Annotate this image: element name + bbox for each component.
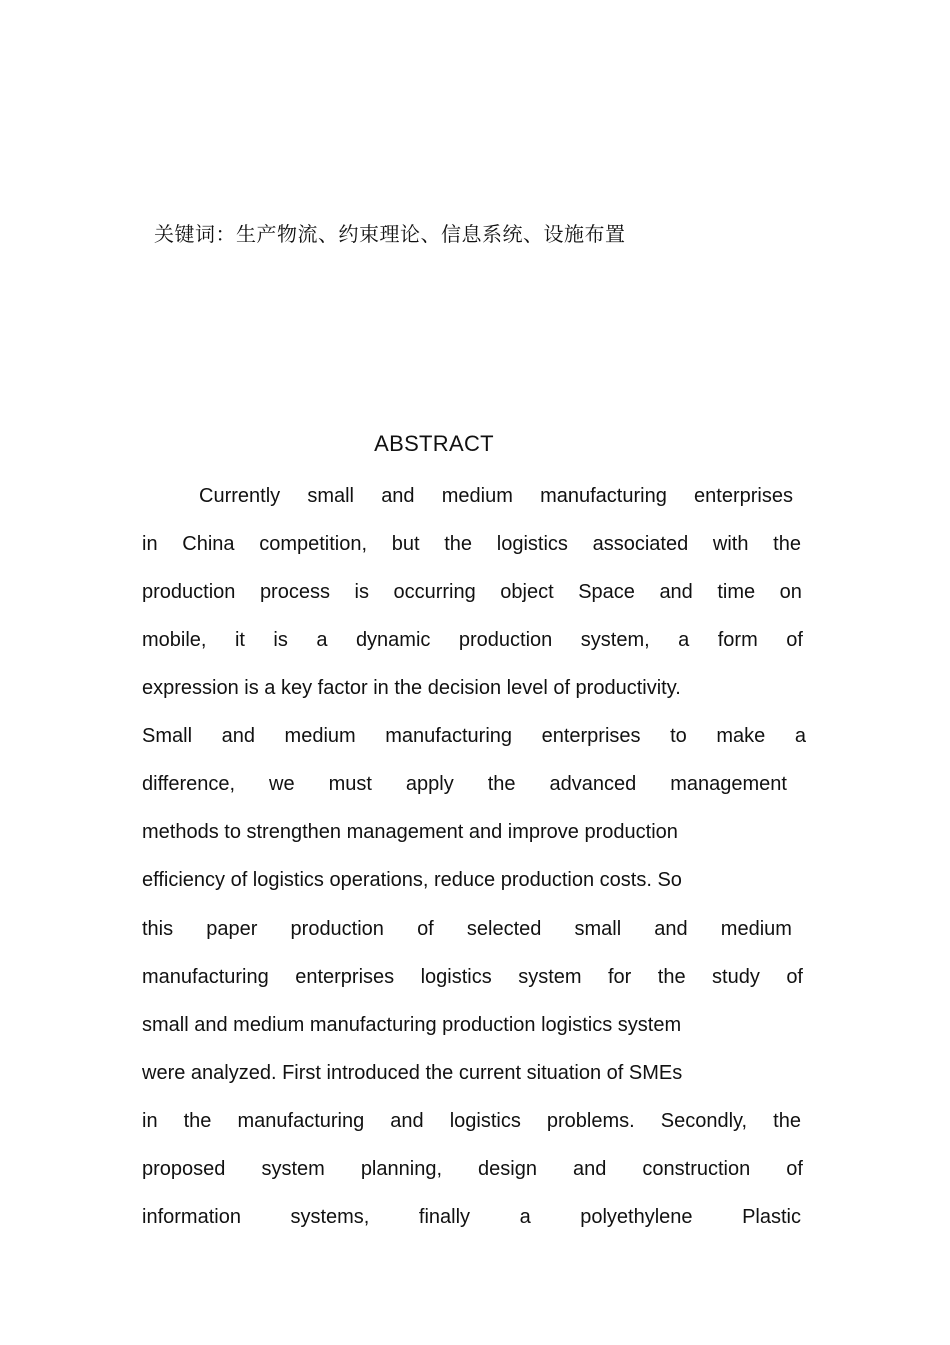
keywords-label: 关键词： <box>154 222 236 246</box>
abstract-word: it <box>234 629 245 651</box>
abstract-word: study <box>712 966 760 988</box>
abstract-word: medium <box>441 485 513 507</box>
abstract-line <box>142 724 806 748</box>
abstract-word: process <box>259 581 330 603</box>
abstract-word: small <box>307 485 354 507</box>
abstract-word: selected <box>466 918 542 940</box>
abstract-word: production <box>142 581 236 603</box>
abstract-word: construction <box>642 1158 751 1180</box>
abstract-word: the <box>773 1110 801 1132</box>
abstract-word: but <box>391 533 420 555</box>
abstract-word: management <box>670 773 787 795</box>
abstract-line <box>142 1157 803 1181</box>
abstract-word: advanced <box>549 773 637 795</box>
abstract-word: is <box>354 581 369 603</box>
abstract-word: system <box>261 1158 325 1180</box>
abstract-word: and <box>573 1158 607 1180</box>
abstract-word: time <box>717 581 756 603</box>
abstract-word: Small <box>142 725 193 747</box>
abstract-word: enterprises <box>295 966 395 988</box>
abstract-word: of <box>417 918 434 940</box>
abstract-line <box>142 580 802 604</box>
keywords-line <box>154 218 626 247</box>
abstract-word: manufacturing <box>142 966 269 988</box>
abstract-heading: ABSTRACT <box>374 431 494 456</box>
abstract-word: to <box>670 725 687 747</box>
abstract-word: paper <box>206 918 258 940</box>
abstract-line <box>142 1205 801 1229</box>
abstract-line <box>142 772 787 796</box>
abstract-word: of <box>786 1158 803 1180</box>
abstract-word: and <box>654 918 688 940</box>
abstract-word: with <box>712 533 749 555</box>
abstract-word: this <box>142 918 174 940</box>
abstract-word: of <box>786 629 803 651</box>
abstract-word: difference, <box>142 773 236 795</box>
abstract-word: and <box>221 725 255 747</box>
abstract-word: and <box>659 581 693 603</box>
abstract-word: logistics <box>496 533 568 555</box>
abstract-word: a <box>519 1206 531 1228</box>
abstract-word: information <box>142 1206 241 1228</box>
abstract-word: and <box>390 1110 424 1132</box>
abstract-word: logistics <box>420 966 492 988</box>
abstract-line <box>142 1109 801 1133</box>
abstract-word: finally <box>418 1206 471 1228</box>
abstract-line: methods to strengthen management and improve production <box>142 821 678 843</box>
abstract-line: were analyzed. First introduced the current situation of SMEs <box>142 1062 683 1084</box>
abstract-word: systems, <box>290 1206 370 1228</box>
abstract-word: and <box>381 485 415 507</box>
abstract-word: mobile, <box>142 629 207 651</box>
abstract-word: in <box>142 1110 158 1132</box>
abstract-word: the <box>773 533 801 555</box>
abstract-word: on <box>779 581 802 603</box>
abstract-word: is <box>273 629 288 651</box>
abstract-line <box>142 532 801 556</box>
abstract-word: planning, <box>360 1158 442 1180</box>
abstract-word: Plastic <box>742 1206 801 1228</box>
abstract-word: competition, <box>259 533 368 555</box>
abstract-word: for <box>607 966 632 988</box>
abstract-word: problems. <box>546 1110 635 1132</box>
abstract-word: a <box>678 629 690 651</box>
abstract-word: of <box>786 966 803 988</box>
abstract-word: must <box>328 773 372 795</box>
abstract-word: logistics <box>449 1110 521 1132</box>
abstract-line <box>142 917 792 941</box>
abstract-word: system <box>518 966 582 988</box>
abstract-word: the <box>183 1110 212 1132</box>
keywords-terms: 生产物流、约束理论、信息系统、设施布置 <box>236 222 626 246</box>
abstract-line: efficiency of logistics operations, reduce production costs. So <box>142 869 682 891</box>
abstract-line <box>142 628 803 652</box>
abstract-word: China <box>182 533 235 555</box>
abstract-line: small and medium manufacturing production logistics system <box>142 1014 682 1036</box>
abstract-word: object <box>500 581 554 603</box>
abstract-word: production <box>290 918 384 940</box>
abstract-word: production <box>458 629 553 651</box>
abstract-line <box>199 484 793 508</box>
abstract-word: Secondly, <box>660 1110 748 1132</box>
abstract-word: enterprises <box>541 725 641 747</box>
abstract-word: associated <box>592 533 689 555</box>
abstract-word: Currently <box>199 485 281 507</box>
abstract-line: expression is a key factor in the decision level of productivity. <box>142 677 681 699</box>
abstract-word: enterprises <box>694 485 793 507</box>
abstract-word: manufacturing <box>385 725 513 747</box>
abstract-word: medium <box>284 725 356 747</box>
abstract-word: the <box>444 533 473 555</box>
abstract-word: proposed <box>142 1158 226 1180</box>
abstract-word: apply <box>405 773 454 795</box>
abstract-word: make <box>716 725 766 747</box>
abstract-line <box>142 965 803 989</box>
abstract-word: system, <box>580 629 650 651</box>
abstract-word: the <box>657 966 686 988</box>
abstract-word: a <box>316 629 328 651</box>
abstract-word: a <box>794 725 806 747</box>
abstract-word: manufacturing <box>540 485 667 507</box>
abstract-word: occurring <box>393 581 476 603</box>
abstract-word: medium <box>720 918 792 940</box>
abstract-word: polyethylene <box>580 1206 693 1228</box>
abstract-word: in <box>142 533 158 555</box>
abstract-word: form <box>717 629 758 651</box>
abstract-word: we <box>269 773 295 795</box>
abstract-word: design <box>478 1158 537 1180</box>
abstract-word: the <box>487 773 516 795</box>
abstract-word: small <box>574 918 622 940</box>
abstract-word: Space <box>578 581 635 603</box>
abstract-word: dynamic <box>355 629 431 651</box>
abstract-word: manufacturing <box>237 1110 365 1132</box>
